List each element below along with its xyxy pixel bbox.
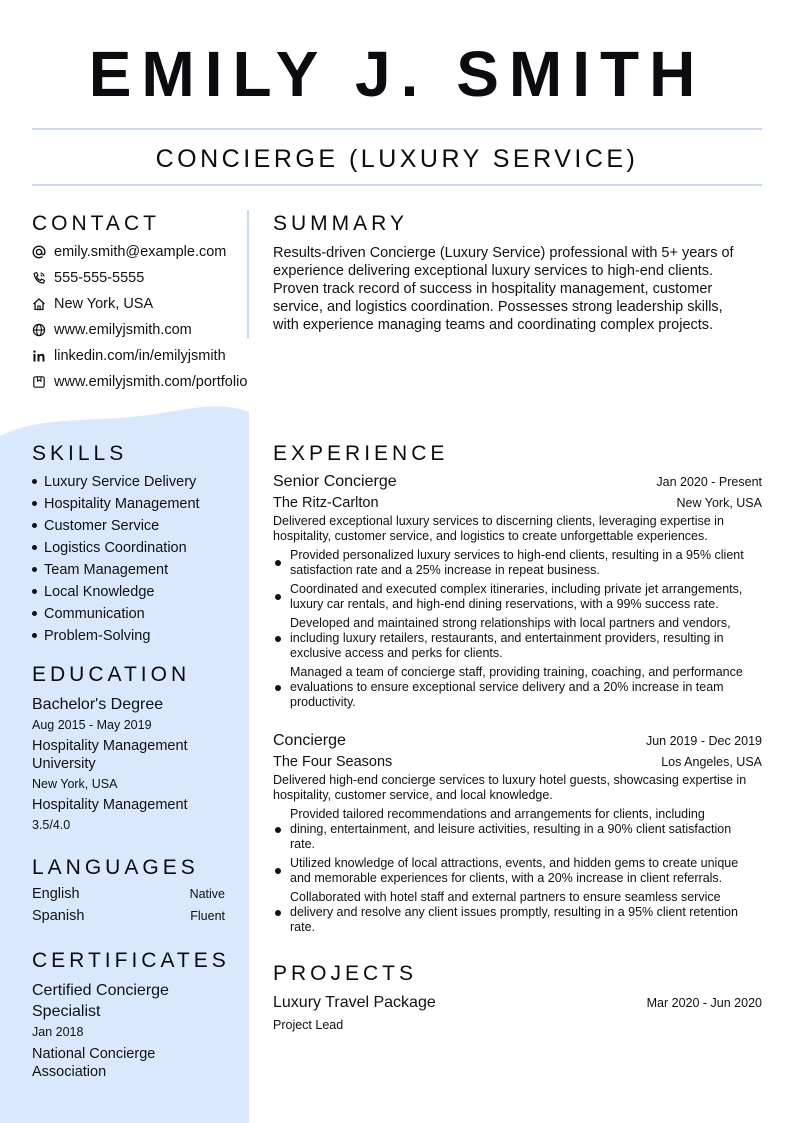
certificate-issuer-line: Association [32, 1064, 107, 1080]
home-icon [32, 297, 46, 311]
skill-item: Communication [32, 603, 145, 625]
job-company: The Four Seasons [273, 754, 393, 770]
language-level: Native [189, 887, 225, 901]
bullet-icon [32, 633, 37, 638]
portfolio-icon [32, 375, 46, 389]
globe-icon [32, 323, 46, 337]
job-description [273, 773, 762, 803]
job-bullet: Coordinated and executed complex itineraries, including private jet arrangements, luxury car rentals, and high-end dining reservations, with a 99% success rate. [273, 582, 762, 612]
bullet-icon [32, 501, 37, 506]
job-bullets [273, 548, 762, 710]
language-level: Fluent [190, 909, 225, 923]
skill-item: Team Management [32, 559, 168, 581]
job-bullet: Developed and maintained strong relationships with local partners and vendors, including luxury retailers, restaurants, and entertainment providers, resulting in exclusive access and perks for clients. [273, 616, 762, 661]
job-location: New York, USA [676, 496, 762, 510]
bullet-icon [275, 827, 281, 833]
language-row [32, 886, 225, 902]
job-title: Senior Concierge [273, 473, 397, 490]
education-field: Hospitality Management [32, 797, 188, 813]
education-school-line: University [32, 756, 96, 772]
education-school [32, 737, 188, 773]
bullet-icon [275, 910, 281, 916]
candidate-name: EMILY J. SMITH [88, 38, 706, 110]
education-heading: EDUCATION [32, 663, 191, 686]
job-bullet: Collaborated with hotel staff and external partners to ensure seamless service delivery and resolve any client issues promptly, resulting in a 95% client retention rate. [273, 890, 762, 935]
languages-heading: LANGUAGES [32, 856, 199, 879]
education-location: New York, USA [32, 777, 118, 791]
job-description-line: hospitality, customer service, and local knowledge. [273, 788, 553, 802]
skill-item: Problem-Solving [32, 625, 150, 647]
language-name: Spanish [32, 908, 85, 924]
contact-linkedin[interactable] [32, 345, 226, 367]
certificate-name-line: Certified Concierge [32, 982, 169, 999]
bullet-icon [275, 636, 281, 642]
certificate-name-line: Specialist [32, 1003, 101, 1020]
phone-icon [32, 271, 46, 285]
summary-text [273, 244, 763, 334]
certificate-name [32, 980, 169, 1022]
skill-item: Hospitality Management [32, 493, 200, 515]
job-dates: Jun 2019 - Dec 2019 [645, 734, 762, 748]
contact-website[interactable] [32, 319, 192, 341]
education-dates: Aug 2015 - May 2019 [32, 718, 152, 732]
contact-email[interactable] [32, 241, 226, 263]
contact-location [32, 293, 153, 315]
project-dates: Mar 2020 - Jun 2020 [646, 996, 762, 1010]
job-title: Concierge [273, 732, 346, 749]
skill-item: Luxury Service Delivery [32, 471, 196, 493]
certificate-issuer [32, 1045, 155, 1081]
at-icon [32, 245, 46, 259]
header-rule-bottom [32, 184, 762, 186]
linkedin-icon [32, 349, 46, 363]
summary-line: with experience managing teams and coordinating complex projects. [273, 317, 714, 333]
certificates-heading: CERTIFICATES [32, 949, 230, 972]
skill-item: Customer Service [32, 515, 159, 537]
job-description-line: hospitality, customer service, and logistics to create unforgettable experiences. [273, 529, 708, 543]
bullet-icon [32, 611, 37, 616]
certificate-date: Jan 2018 [32, 1025, 84, 1039]
job-entry [273, 473, 762, 714]
bullet-icon [275, 685, 281, 691]
project-role: Project Lead [273, 1018, 344, 1032]
job-bullet: Provided tailored recommendations and arrangements for clients, including dining, entertainment, and leisure activities, resulting in a 90% client satisfaction rate. [273, 807, 762, 852]
summary-heading: SUMMARY [273, 212, 408, 235]
job-bullet: Managed a team of concierge staff, providing training, coaching, and performance evaluations to ensure exceptional service delivery and a 20% increase in team productivity. [273, 665, 762, 710]
bullet-icon [32, 567, 37, 572]
experience-heading: EXPERIENCE [273, 442, 449, 465]
bullet-icon [32, 545, 37, 550]
job-description-line: Delivered exceptional luxury services to discerning clients, leveraging expertise in [273, 514, 724, 528]
job-description [273, 514, 762, 544]
bullet-icon [275, 594, 281, 600]
contact-linkedin-text: linkedin.com/in/emilyjsmith [54, 348, 226, 364]
bullet-icon [32, 589, 37, 594]
skill-item: Local Knowledge [32, 581, 154, 603]
job-bullets [273, 807, 762, 935]
skills-heading: SKILLS [32, 442, 128, 465]
bullet-icon [32, 523, 37, 528]
language-row [32, 908, 225, 924]
header-rule-top [32, 128, 762, 130]
language-name: English [32, 886, 80, 902]
education-gpa: 3.5/4.0 [32, 818, 71, 832]
bullet-icon [275, 560, 281, 566]
job-dates: Jan 2020 - Present [656, 475, 762, 489]
contact-phone[interactable] [32, 267, 144, 289]
job-bullet: Utilized knowledge of local attractions, events, and hidden gems to create unique and memorable experiences for clients, with a 20% increase in client referrals. [273, 856, 762, 886]
projects-heading: PROJECTS [273, 962, 418, 985]
project-name: Luxury Travel Package [273, 994, 436, 1011]
job-location: Los Angeles, USA [661, 755, 762, 769]
contact-portfolio[interactable] [32, 371, 247, 393]
certificate-issuer-line: National Concierge [32, 1046, 156, 1062]
job-role-title: CONCIERGE (LUXURY SERVICE) [155, 145, 639, 173]
project-entry [273, 994, 762, 1012]
job-bullet: Provided personalized luxury services to high-end clients, resulting in a 95% client satisfaction rate and a 25% increase in repeat business. [273, 548, 762, 578]
job-entry [273, 732, 762, 939]
summary-line: Proven track record of success in hospitality management, customer [273, 281, 713, 297]
bullet-icon [275, 868, 281, 874]
contact-email-text: emily.smith@example.com [54, 244, 227, 260]
job-company: The Ritz-Carlton [273, 495, 379, 511]
summary-line: Results-driven Concierge (Luxury Service) professional with 5+ years of [273, 245, 734, 261]
bullet-icon [32, 479, 37, 484]
contact-phone-text: 555-555-5555 [54, 270, 145, 286]
education-school-line: Hospitality Management [32, 738, 188, 754]
contact-heading: CONTACT [32, 212, 160, 235]
summary-line: experience delivering exceptional luxury services to high-end clients. [273, 263, 714, 279]
contact-portfolio-text: www.emilyjsmith.com/portfolio [54, 374, 248, 390]
education-degree: Bachelor's Degree [32, 696, 164, 713]
contact-location-text: New York, USA [54, 296, 154, 312]
column-divider [247, 210, 249, 338]
contact-website-text: www.emilyjsmith.com [54, 322, 192, 338]
summary-line: service, and logistics coordination. Possesses strong leadership skills, [273, 299, 723, 315]
skill-item: Logistics Coordination [32, 537, 187, 559]
job-description-line: Delivered high-end concierge services to luxury hotel guests, showcasing expertise in [273, 773, 747, 787]
